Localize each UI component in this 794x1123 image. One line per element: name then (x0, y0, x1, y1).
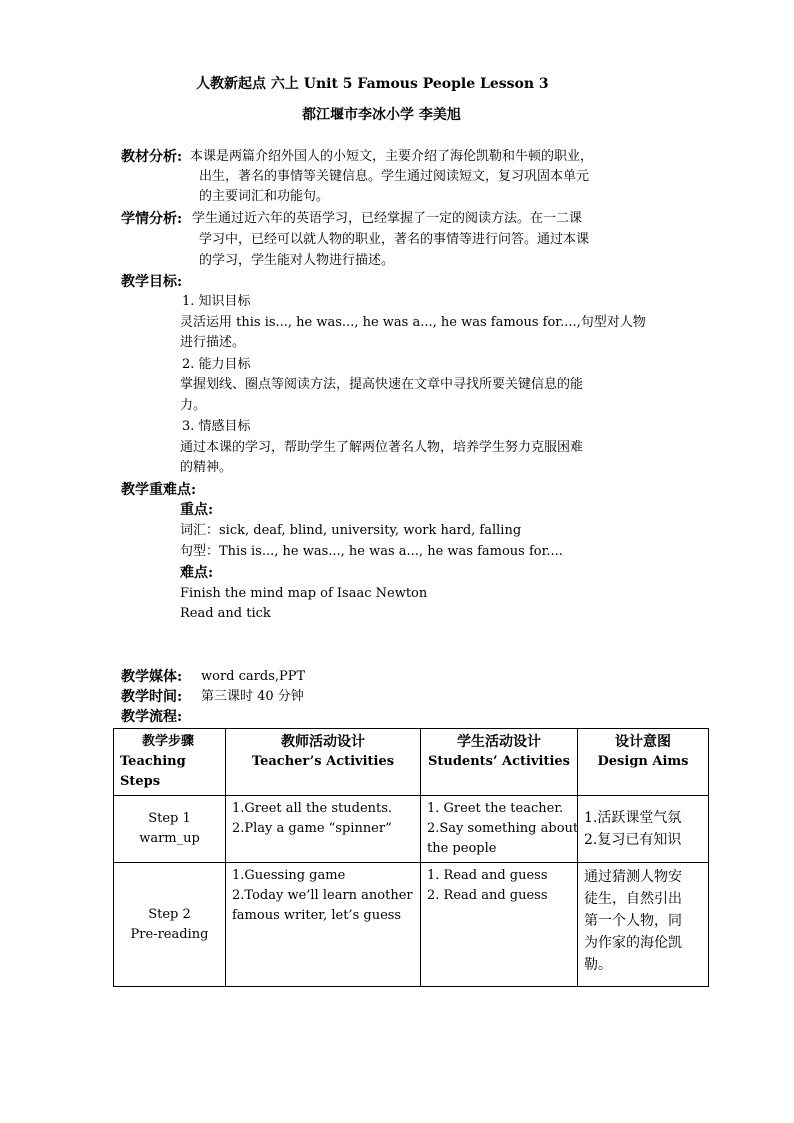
header-teacher (226, 729, 421, 796)
material-analysis-label: 教材分析: (121, 149, 183, 165)
design-aim-line: 勒。 (584, 957, 612, 973)
design-aim-line: 为作家的海伦凯 (584, 935, 682, 951)
knowledge-objective-title: 1. 知识目标 (182, 294, 251, 309)
student-activity-line: the people (427, 841, 497, 856)
step-cell (114, 863, 226, 987)
page-title: 人教新起点 六上 Unit 5 Famous People Lesson 3 (196, 76, 549, 92)
student-analysis-line: 学生通过近六年的英语学习，已经掌握了一定的阅读方法。在一二课 (192, 211, 583, 226)
header-students-zh: 学生活动设计 (457, 734, 541, 750)
ability-objective-line: 力。 (180, 398, 207, 413)
teacher-activity-line: 2.Play a game “spinner” (232, 821, 392, 836)
student-activity-cell (421, 796, 578, 863)
table-row (114, 863, 709, 987)
header-aims (578, 729, 709, 796)
header-aims-en: Design Aims (597, 754, 689, 769)
difficulty-line: Finish the mind map of Isaac Newton (180, 586, 428, 601)
teacher-activity-line: 2.Today we’ll learn another (232, 888, 413, 903)
difficulty-label: 难点: (180, 565, 214, 581)
step-name: warm_up (139, 831, 200, 846)
table-header-row (114, 729, 709, 796)
material-analysis-line: 的主要词汇和功能句。 (199, 189, 330, 204)
header-steps (114, 729, 226, 796)
emotion-objective-line: 的精神。 (180, 460, 233, 475)
material-analysis-line: 本课是两篇介绍外国人的小短文，主要介绍了海伦凯勒和牛顿的职业， (190, 149, 594, 164)
table-row (114, 796, 709, 863)
design-aim-line: 徒生，自然引出 (584, 891, 682, 907)
student-activity-cell (421, 863, 578, 987)
header-aims-zh: 设计意图 (615, 734, 671, 750)
focus-label: 重点: (180, 502, 214, 518)
time-label: 教学时间: (121, 689, 183, 705)
header-teacher-en: Teacher’s Activities (251, 754, 395, 769)
header-teacher-zh: 教师活动设计 (281, 734, 365, 750)
teacher-activity-cell (226, 863, 421, 987)
time-value: 第三课时 40 分钟 (201, 689, 304, 704)
student-activity-line: 2.Say something about (427, 821, 579, 836)
objectives-label: 教学目标: (121, 274, 183, 290)
teacher-activity-line: 1.Greet all the students. (232, 801, 393, 816)
knowledge-objective-line: 进行描述。 (180, 335, 246, 350)
step-number: Step 2 (148, 906, 191, 922)
vocabulary-line: 词汇：sick, deaf, blind, university, work hard, falling (180, 523, 522, 538)
emotion-objective-title: 3. 情感目标 (182, 419, 251, 434)
header-steps-en2: Steps (120, 774, 161, 789)
student-activity-line: 1. Greet the teacher. (427, 801, 564, 816)
key-points-label: 教学重难点: (121, 482, 197, 498)
design-aim-cell (578, 796, 709, 863)
media-label: 教学媒体: (121, 669, 183, 685)
teacher-activity-cell (226, 796, 421, 863)
sentence-pattern-line: 句型：This is..., he was..., he was a..., he was famous for.... (180, 544, 563, 559)
design-aim-line: 通过猜测人物安 (584, 869, 682, 885)
material-analysis-line: 出生，著名的事情等关键信息。学生通过阅读短文，复习巩固本单元 (199, 169, 590, 184)
student-analysis-label: 学情分析: (121, 211, 183, 227)
student-activity-line: 1. Read and guess (427, 868, 548, 883)
author-line: 都江堰市李冰小学 李美旭 (302, 107, 461, 123)
step-number: Step 1 (148, 811, 191, 826)
ability-objective-title: 2. 能力目标 (182, 357, 251, 372)
teaching-steps-table (113, 728, 709, 987)
ability-objective-line: 掌握划线、圈点等阅读方法，提高快速在文章中寻找所要关键信息的能 (180, 377, 584, 392)
step-cell (114, 796, 226, 863)
knowledge-objective-line: 灵活运用 this is..., he was..., he was a..., he was famous for....,句型对人物 (180, 315, 646, 330)
design-aim-line: 2.复习已有知识 (584, 832, 682, 848)
design-aim-line: 1.活跃课堂气氛 (584, 810, 682, 826)
student-analysis-line: 学习中，已经可以就人物的职业，著名的事情等进行问答。通过本课 (199, 232, 590, 247)
student-activity-line: 2. Read and guess (427, 888, 548, 903)
process-label: 教学流程: (121, 709, 183, 725)
student-analysis-line: 的学习，学生能对人物进行描述。 (199, 253, 395, 268)
design-aim-line: 第一个人物，同 (584, 913, 682, 929)
emotion-objective-line: 通过本课的学习，帮助学生了解两位著名人物，培养学生努力克服困难 (180, 440, 584, 455)
design-aim-cell (578, 863, 709, 987)
header-students-en: Students’ Activities (427, 754, 570, 769)
header-steps-zh: 教学步骤 (142, 734, 195, 749)
teacher-activity-line: 1.Guessing game (232, 868, 346, 883)
header-students (421, 729, 578, 796)
step-name: Pre-reading (130, 926, 209, 942)
media-value: word cards,PPT (201, 669, 306, 684)
difficulty-line: Read and tick (180, 606, 271, 621)
header-steps-en1: Teaching (120, 754, 186, 769)
teacher-activity-line: famous writer, let’s guess (232, 908, 402, 923)
